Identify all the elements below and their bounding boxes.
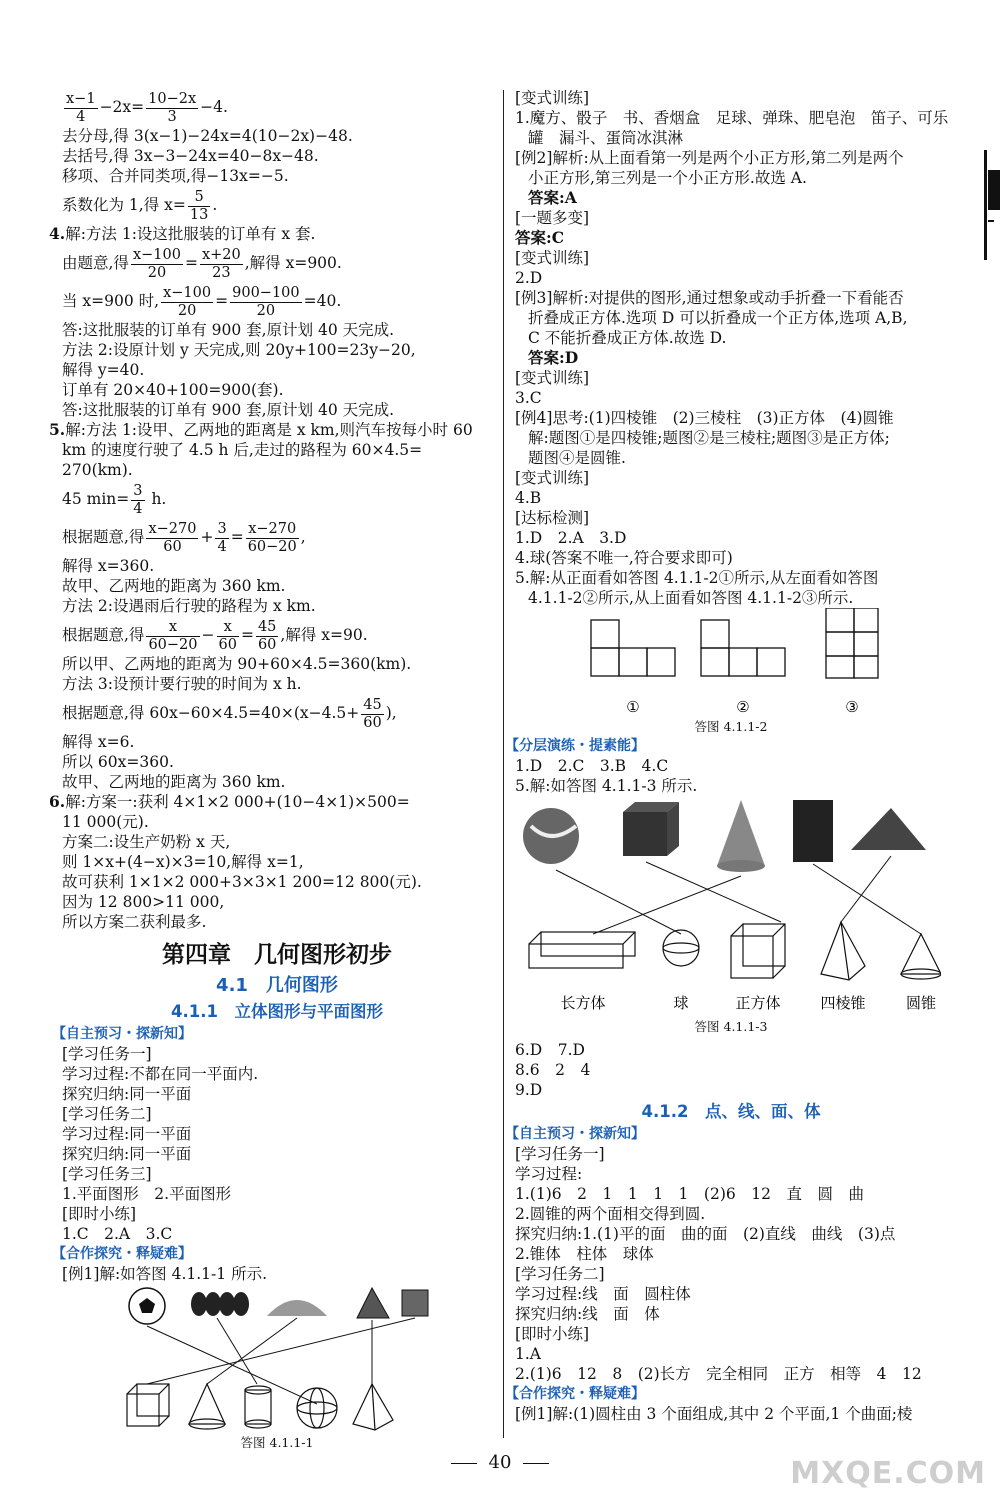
view-label: ② (736, 698, 750, 716)
text-line: 1.A (515, 1345, 541, 1363)
solid-label: 长方体 (560, 994, 606, 1012)
task-heading: [学习任务一] (62, 1045, 152, 1063)
text-line: 学习过程:不都在同一平面内. (62, 1065, 259, 1083)
text-line: 则 1×x+(4−x)×3=10,解得 x=1, (62, 853, 304, 871)
equation-line: 当 x=900 时, $\frac{x-100}{20}$ = $\frac{900-100}{20}$ =40. (62, 284, 342, 319)
task-heading: [变式训练] (515, 89, 590, 107)
text-line: 1.魔方、骰子 书、香烟盒 足球、弹珠、肥皂泡 笛子、可乐 (515, 109, 949, 127)
equation-line: 根据题意,得 $\frac{x-270}{60}$ + $\frac{3}{4}$ = $\frac{x-270}{60-20}$ , (62, 520, 306, 555)
text-line: 1.C 2.A 3.C (62, 1225, 173, 1243)
task-heading: [学习任务二] (515, 1265, 605, 1283)
text-line: 1.平面图形 2.平面图形 (62, 1185, 232, 1203)
chapter-title: 第四章 几何图形初步 (162, 942, 392, 968)
section-tag: 【合作探究・释疑难】 (505, 1386, 645, 1402)
volleyball-icon (523, 808, 579, 864)
text-line: 故甲、乙两地的距离为 360 km. (62, 577, 286, 595)
watermark: MXQE.COM (790, 1456, 986, 1491)
subsection-title: 4.1.2 点、线、面、体 (641, 1102, 821, 1121)
task-heading: [变式训练] (515, 369, 590, 387)
text-line: 4.B (515, 489, 542, 507)
solid-label: 圆锥 (905, 994, 937, 1012)
section-tag: 【分层演练・提素能】 (505, 738, 645, 754)
text-line: 方法 2:设遇雨后行驶的路程为 x km. (62, 597, 316, 615)
section-tag: 【自主预习・探新知】 (52, 1026, 192, 1042)
rubiks-cube-icon (623, 802, 679, 856)
text-line: 方案二:设生产奶粉 x 天, (62, 833, 231, 851)
text-line: 方法 2:设原计划 y 天完成,则 20y+100=23y−20, (62, 341, 416, 359)
text-line: km 的速度行驶了 4.5 h 后,走过的路程为 60×4.5= (62, 441, 423, 459)
answer-line: 答案:D (528, 348, 579, 367)
text-line: 解:题图①是四棱锥;题图②是三棱柱;题图③是正方体; (528, 429, 890, 447)
answer-line: 答案:C (515, 228, 565, 247)
section-title: 4.1 几何图形 (216, 975, 338, 996)
right-column (505, 88, 949, 1424)
text-line: [例4]思考:(1)四棱锥 (2)三棱柱 (3)正方体 (4)圆锥 (515, 409, 894, 427)
text-line: 探究归纳:1.(1)平的面 曲的面 (2)直线 曲线 (3)点 (515, 1225, 896, 1243)
chapter-edge-tab (980, 150, 1000, 260)
column-divider (503, 90, 504, 1438)
text-line: 小正方形,第三列是一个小正方形.故选 A. (528, 169, 807, 187)
equation-line: 45 min= $\frac{3}{4}$ h. (62, 482, 167, 517)
answer-line: 答案:A (528, 188, 577, 207)
text-line: 2.D (515, 269, 543, 287)
section-tag: 【合作探究・释疑难】 (52, 1246, 192, 1262)
pyramid-puzzle-icon (357, 1288, 389, 1318)
text-line: C 不能折叠成正方体.故选 D. (528, 329, 727, 347)
text-line: 所以甲、乙两地的距离为 90+60×4.5=360(km). (62, 655, 412, 673)
text-line: [例2]解析:从上面看第一列是两个小正方形,第二列是两个 (515, 149, 904, 167)
text-line: 9.D (515, 1081, 543, 1099)
equation-line: 由题意,得 $\frac{x-100}{20}$ = $\frac{x+20}{23}$ ,解得 x=900. (62, 246, 342, 281)
text-line: 探究归纳:同一平面 (62, 1085, 192, 1103)
view-label: ① (626, 698, 640, 716)
task-heading: [即时小练] (515, 1325, 590, 1343)
task-heading: [一题多变] (515, 209, 590, 227)
text-line: 移项、合并同类项,得−13x=−5. (62, 167, 289, 185)
text-line: 答:这批服装的订单有 900 套,原计划 40 天完成. (62, 321, 395, 339)
text-line: 270(km). (62, 461, 133, 479)
text-line: 方法 3:设预计要行驶的时间为 x h. (62, 675, 302, 693)
text-line: 8.6 2 4 (515, 1061, 591, 1079)
text-line: 折叠成正方体.选项 D 可以折叠成一个正方体,选项 A,B, (528, 309, 908, 327)
section-tag: 【自主预习・探新知】 (505, 1126, 645, 1142)
subsection-title: 4.1.1 立体图形与平面图形 (171, 1002, 383, 1021)
left-column (49, 88, 492, 1452)
text-line: 2.(1)6 12 8 (2)长方 完全相同 正方 相等 4 12 (515, 1365, 922, 1383)
text-line: 3.C (515, 389, 542, 407)
coins-icon (191, 1292, 249, 1316)
equation-line: 根据题意,得 $\frac{x}{60-20}$ − $\frac{x}{60}$ = $\frac{45}{60}$ ,解得 x=90. (62, 618, 368, 653)
text-line: 去括号,得 3x−3−24x=40−8x−48. (62, 147, 319, 165)
task-heading: [学习任务一] (515, 1145, 605, 1163)
task-heading: [学习任务二] (62, 1105, 152, 1123)
question-5: 5.解:方法 1:设甲、乙两地的距离是 x km,则汽车按每小时 60 (49, 420, 473, 439)
cone-icon (717, 800, 765, 872)
text-line: 故甲、乙两地的距离为 360 km. (62, 773, 286, 791)
text-line: 1.D 2.C 3.B 4.C (515, 757, 669, 775)
text-line: 故可获利 1×1×2 000+3×3×1 200=12 800(元). (62, 873, 422, 891)
soccer-ball-icon (129, 1288, 165, 1324)
equation-line: 根据题意,得 60x−60×4.5=40×(x−4.5+ $\frac{45}{60}$ ), (62, 696, 397, 731)
text-line: 2.圆锥的两个面相交得到圆. (515, 1205, 706, 1223)
text-line: 题图④是圆锥. (528, 449, 626, 467)
three-views-figure (581, 608, 881, 718)
fraction: $\frac{x-1}{4}$ (66, 90, 96, 125)
question-6: 6.解:方案一:获利 4×1×2 000+(10−4×1)×500= (49, 792, 410, 811)
equation-line: 系数化为 1,得 x= $\frac{5}{13}$ . (62, 188, 218, 223)
text-line: 所以方案二获利最多. (62, 913, 207, 931)
solid-label: 四棱锥 (820, 994, 866, 1012)
task-heading: [变式训练] (515, 469, 590, 487)
rubiks-cube-icon (402, 1290, 428, 1316)
text-line: 1.(1)6 2 1 1 1 1 (2)6 12 直 圆 曲 (515, 1185, 864, 1203)
view-label: ③ (845, 698, 859, 716)
text-line: 解得 y=40. (62, 361, 145, 379)
book-icon (793, 800, 833, 862)
matching-figure-1 (117, 1284, 437, 1434)
text-line: 学习过程:同一平面 (62, 1125, 192, 1143)
text-line: 4.球(答案不唯一,符合要求即可) (515, 549, 733, 567)
page-number: 40 (0, 1452, 1000, 1473)
text-line: [例3]解析:对提供的图形,通过想象或动手折叠一下看能否 (515, 289, 904, 307)
text-line: [例1]解:(1)圆柱由 3 个面组成,其中 2 个平面,1 个曲面;棱 (515, 1405, 913, 1423)
text-line: 所以 60x=360. (62, 753, 174, 771)
equation-line: $\frac{x-1}{4}$ −2x= $\frac{10-2x}{3}$ −4. (66, 90, 228, 125)
task-heading: [学习任务三] (62, 1165, 152, 1183)
task-heading: [变式训练] (515, 249, 590, 267)
text-line: [例1]解:如答图 4.1.1-1 所示. (62, 1265, 267, 1283)
question-4: 4.解:方法 1:设这批服装的订单有 x 套. (49, 224, 316, 243)
text-line: 解得 x=360. (62, 557, 155, 575)
fraction: $\frac{10-2x}{3}$ (148, 90, 197, 125)
figure-caption: 答图 4.1.1-3 (694, 1019, 768, 1034)
pyramid-icon (851, 808, 926, 850)
text-line: 1.D 2.A 3.D (515, 529, 627, 547)
solid-label: 球 (673, 994, 689, 1012)
text-line: 11 000(元). (62, 813, 149, 831)
cone-hat-icon (267, 1300, 327, 1316)
text-line: 解得 x=6. (62, 733, 135, 751)
text-line: 答:这批服装的订单有 900 套,原计划 40 天完成. (62, 401, 395, 419)
text-line: 5.解:如答图 4.1.1-3 所示. (515, 777, 698, 795)
text-line: 学习过程:线 面 圆柱体 (515, 1285, 691, 1303)
text-line: 4.1.1-2②所示,从上面看如答图 4.1.1-2③所示. (528, 589, 854, 607)
text-line: 探究归纳:同一平面 (62, 1145, 192, 1163)
figure-caption: 答图 4.1.1-2 (694, 719, 768, 734)
figure-caption: 答图 4.1.1-1 (240, 1435, 314, 1450)
text-line: 罐 漏斗、蛋筒冰淇淋 (528, 129, 684, 147)
matching-figure-3 (521, 796, 941, 1018)
text-line: 学习过程: (515, 1165, 583, 1183)
text-line: 6.D 7.D (515, 1041, 585, 1059)
text-line: 探究归纳:线 面 体 (515, 1305, 660, 1323)
task-heading: [即时小练] (62, 1205, 137, 1223)
text-line: 去分母,得 3(x−1)−24x=4(10−2x)−48. (62, 127, 353, 145)
text-line: 因为 12 800>11 000, (62, 893, 225, 911)
task-heading: [达标检测] (515, 509, 590, 527)
text-line: 订单有 20×40+100=900(套). (62, 381, 284, 399)
text-line: 5.解:从正面看如答图 4.1.1-2①所示,从左面看如答图 (515, 569, 879, 587)
text-line: 2.锥体 柱体 球体 (515, 1245, 654, 1263)
solid-label: 正方体 (735, 994, 781, 1012)
